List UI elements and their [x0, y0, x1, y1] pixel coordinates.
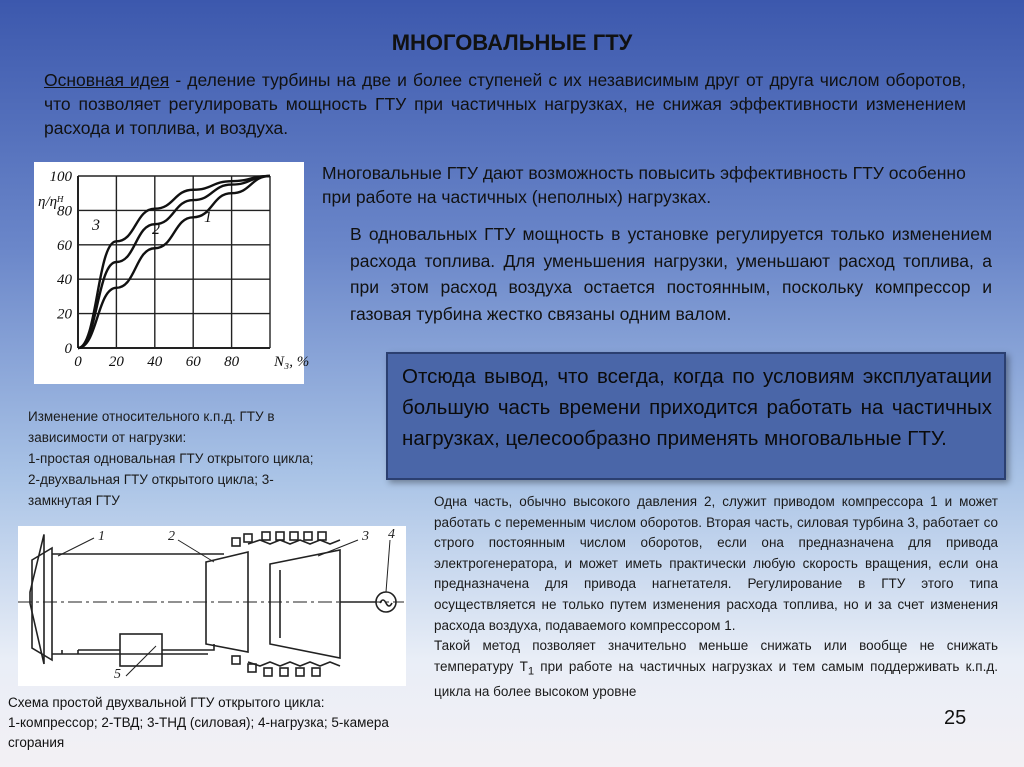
- y-tick-label: 80: [57, 203, 72, 220]
- x-tick-label: 40: [147, 354, 163, 370]
- page-number: 25: [944, 707, 967, 729]
- x-axis-label: N₃, %: [274, 354, 310, 370]
- scheme-caption: Схема простой двухвальной ГТУ открытого цикла: 1-компрессор; 2-ТВД; 3-ТНД (силовая); 4-нагрузка; 5-камера сгорания: [8, 695, 389, 750]
- series-label-1: 1: [204, 209, 212, 226]
- scheme-description-part2-pre: Такой метод позволяет значительно меньше снижать или вообще не снижать температуру Т: [434, 638, 998, 674]
- intro-label: Основная идея: [44, 70, 170, 90]
- chart-caption: Изменение относительного к.п.д. ГТУ в зависимости от нагрузки: 1-простая одновальная ГТУ открытого цикла; 2-двухвальная ГТУ открытого цикла; 3-замкнутая ГТУ: [28, 409, 314, 508]
- y-tick-label: 0: [64, 341, 72, 357]
- x-tick-label: 20: [108, 354, 124, 370]
- y-tick-label: 40: [57, 272, 72, 289]
- conclusion-box: Отсюда вывод, что всегда, когда по условиям эксплуатации большую часть времени приходится работать на частичных нагрузках, целесообразно применять многовальные ГТУ.: [386, 352, 1006, 480]
- x-tick-label: 0: [74, 354, 82, 370]
- intro-text: - деление турбины на две и более ступеней с их независимым друг от друга числом оборотов, что позволяет регулировать мощность ГТУ при частичных нагрузках, не снижая эффективности изменением расхода и топлива, и воздуха.: [44, 70, 966, 138]
- y-tick-label: 100: [49, 169, 72, 185]
- series-label-2: 2: [152, 221, 160, 238]
- x-tick-label: 80: [224, 354, 240, 370]
- temperature-subscript: 1: [527, 665, 535, 678]
- scheme-label-5: 5: [114, 667, 121, 682]
- y-tick-label: 20: [57, 306, 72, 323]
- series-label-3: 3: [92, 217, 100, 234]
- efficiency-chart-svg: [34, 162, 310, 384]
- paragraph-multishaft: Многовальные ГТУ дают возможность повысить эффективность ГТУ особенно при работе на частичных (неполных) нагрузках.: [322, 163, 966, 207]
- series-line-2: [78, 176, 270, 348]
- paragraph-singleshaft: В одновальных ГТУ мощность в установке регулируется только изменением расхода топлива. Для уменьшения нагрузки, уменьшают расход топлива, а при этом расход воздуха остается постоянным, поскольку компрессор и газовая турбина жестко связаны одним валом.: [350, 224, 992, 324]
- scheme-label-3: 3: [362, 529, 369, 544]
- generator-icon: [380, 600, 392, 606]
- turbine-casing-bottom: [248, 662, 340, 666]
- gtu-scheme-figure: [18, 526, 406, 686]
- scheme-label-1: 1: [98, 529, 105, 544]
- x-tick-label: 60: [185, 354, 201, 370]
- series-line-1: [78, 176, 270, 348]
- scheme-description-part1: Одна часть, обычно высокого давления 2, служит приводом компрессора 1 и может работать с переменным числом оборотов. Вторая часть, силовая турбина 3, работает со строго постоянным числом оборотов, если она предназначена для привода электрогенератора, и может иметь практически любую скорость вращения, если она предназначена для привода нагнетателя. Регулирование в ГТУ этого типа осуществляется не только путем изменения расхода топлива, но и за счет изменения расхода воздуха, подаваемого компрессором 1.: [434, 494, 998, 633]
- slide-title: МНОГОВАЛЬНЫЕ ГТУ: [391, 30, 633, 55]
- scheme-description-part2-post: при работе на частичных нагрузках и тем самым поддерживать к.п.д. цикла на более высоком уровне: [434, 658, 998, 700]
- scheme-label-2: 2: [168, 529, 175, 544]
- scheme-label-4: 4: [388, 527, 395, 542]
- scheme-description: [434, 492, 998, 703]
- gtu-scheme-svg: [18, 526, 406, 686]
- efficiency-chart: [34, 162, 310, 384]
- intro-paragraph: [44, 68, 966, 140]
- casing-blocks: [232, 532, 326, 676]
- y-axis-label: η/ηᴴ: [38, 194, 63, 210]
- compressor-1: [32, 548, 52, 660]
- series-line-3: [78, 176, 270, 348]
- y-tick-label: 60: [57, 237, 72, 254]
